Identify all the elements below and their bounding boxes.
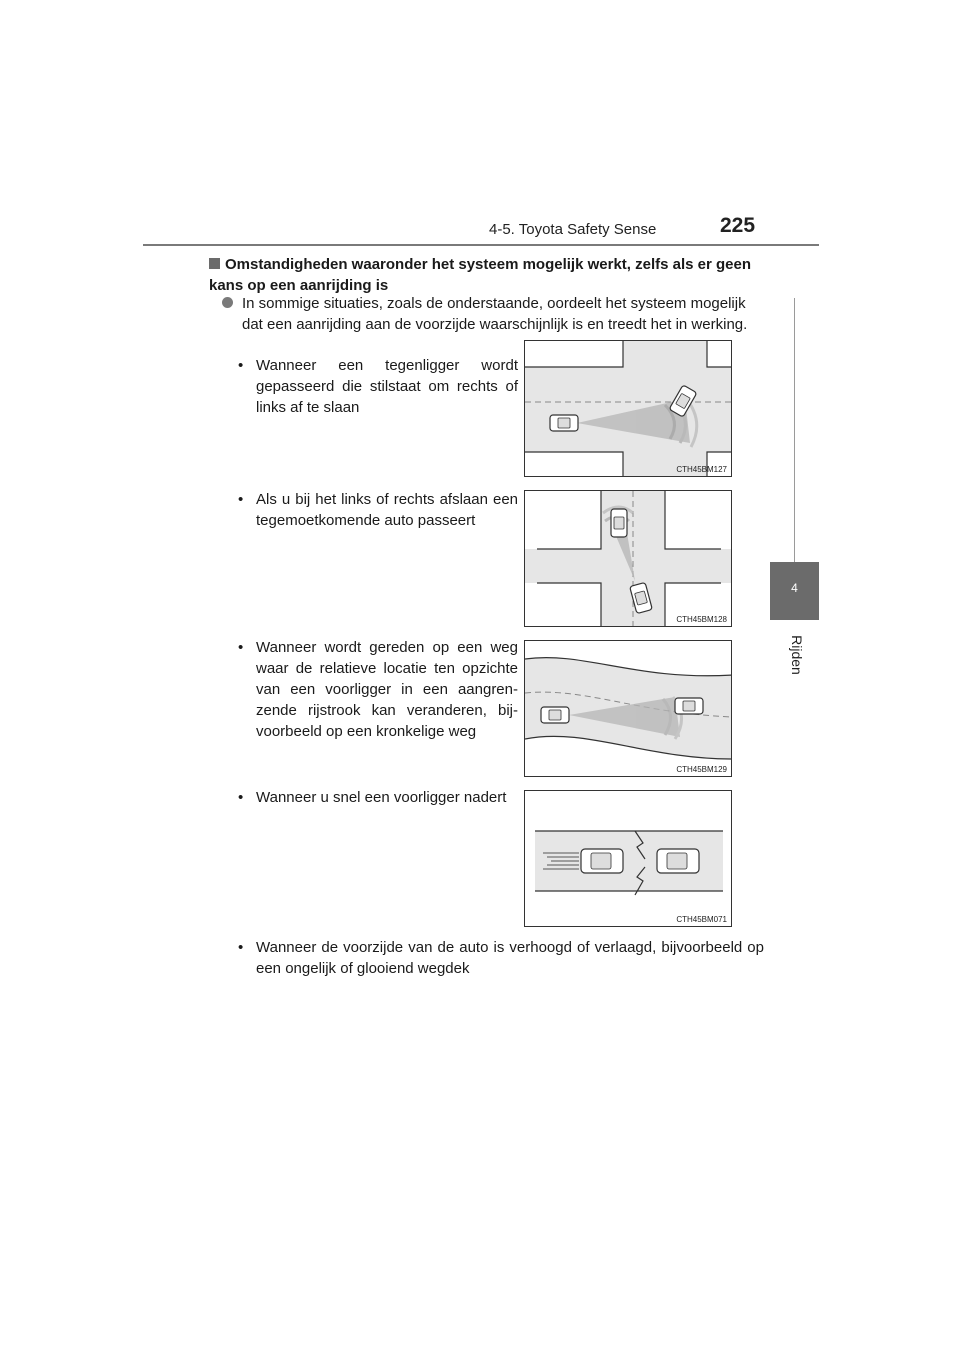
bullet-dot: • [238,357,244,374]
illustration-rapid-approach [525,791,732,927]
heading-text: Omstandigheden waaronder het systeem mogelijk werkt, zelfs als er geen kans op een aanrijding is [209,256,752,294]
bullet-item-1 [238,355,518,418]
bullet-text: Wanneer een tegenligger wordt gepasseerd die stilstaat om rechts of links af te slaan [256,357,518,416]
bullet-dot: • [238,491,244,508]
figure-turning-passing [524,490,732,627]
figure-code: CTH45BM071 [676,915,727,924]
figure-code: CTH45BM127 [676,465,727,474]
bullet-dot: • [238,939,244,956]
section-heading [209,254,769,296]
illustration-turning [525,491,732,627]
figure-winding-road [524,640,732,777]
header-rule [143,244,819,246]
side-divider [794,298,795,562]
bullet-text: Als u bij het links of rechts afslaan een tegemoetkomende auto passeert [256,491,518,529]
bullet-item-3 [238,637,518,742]
figure-code: CTH45BM129 [676,765,727,774]
circle-bullet-icon [222,297,233,308]
bullet-text: Wanneer de voorzijde van de auto is verhoogd of verlaagd, bijvoorbeeld op een ongelijk of glooiend wegdek [256,939,764,977]
figure-oncoming-turning [524,340,732,477]
figure-code: CTH45BM128 [676,615,727,624]
section-title: 4-5. Toyota Safety Sense [489,221,657,238]
illustration-intersection [525,341,732,477]
bullet-text: Wanneer u snel een voorligger nadert [256,789,507,806]
figure-rapid-approach [524,790,732,927]
bullet-dot: • [238,639,244,656]
chapter-number: 4 [791,581,798,595]
bullet-item-2 [238,489,518,531]
page-number: 225 [720,214,756,237]
chapter-tab[interactable] [770,562,819,620]
bullet-text: Wanneer wordt gereden op een weg waar de relatieve locatie ten opzichte van een voorligger in een aangren-zende rijstrook kan veranderen, bij-voorbeeld op een kronkelige weg [256,639,518,740]
bullet-item-4 [238,787,518,808]
illustration-winding-road [525,641,732,777]
chapter-label: Rijden [789,635,805,675]
square-bullet-icon [209,258,220,269]
intro-text: In sommige situaties, zoals de onderstaande, oordeelt het systeem mogelijk dat een aanrijding aan de voorzijde waarschijnlijk is en treedt het in werking. [242,295,748,333]
intro-paragraph [222,293,758,335]
bullet-dot: • [238,789,244,806]
bullet-item-5 [238,937,764,979]
